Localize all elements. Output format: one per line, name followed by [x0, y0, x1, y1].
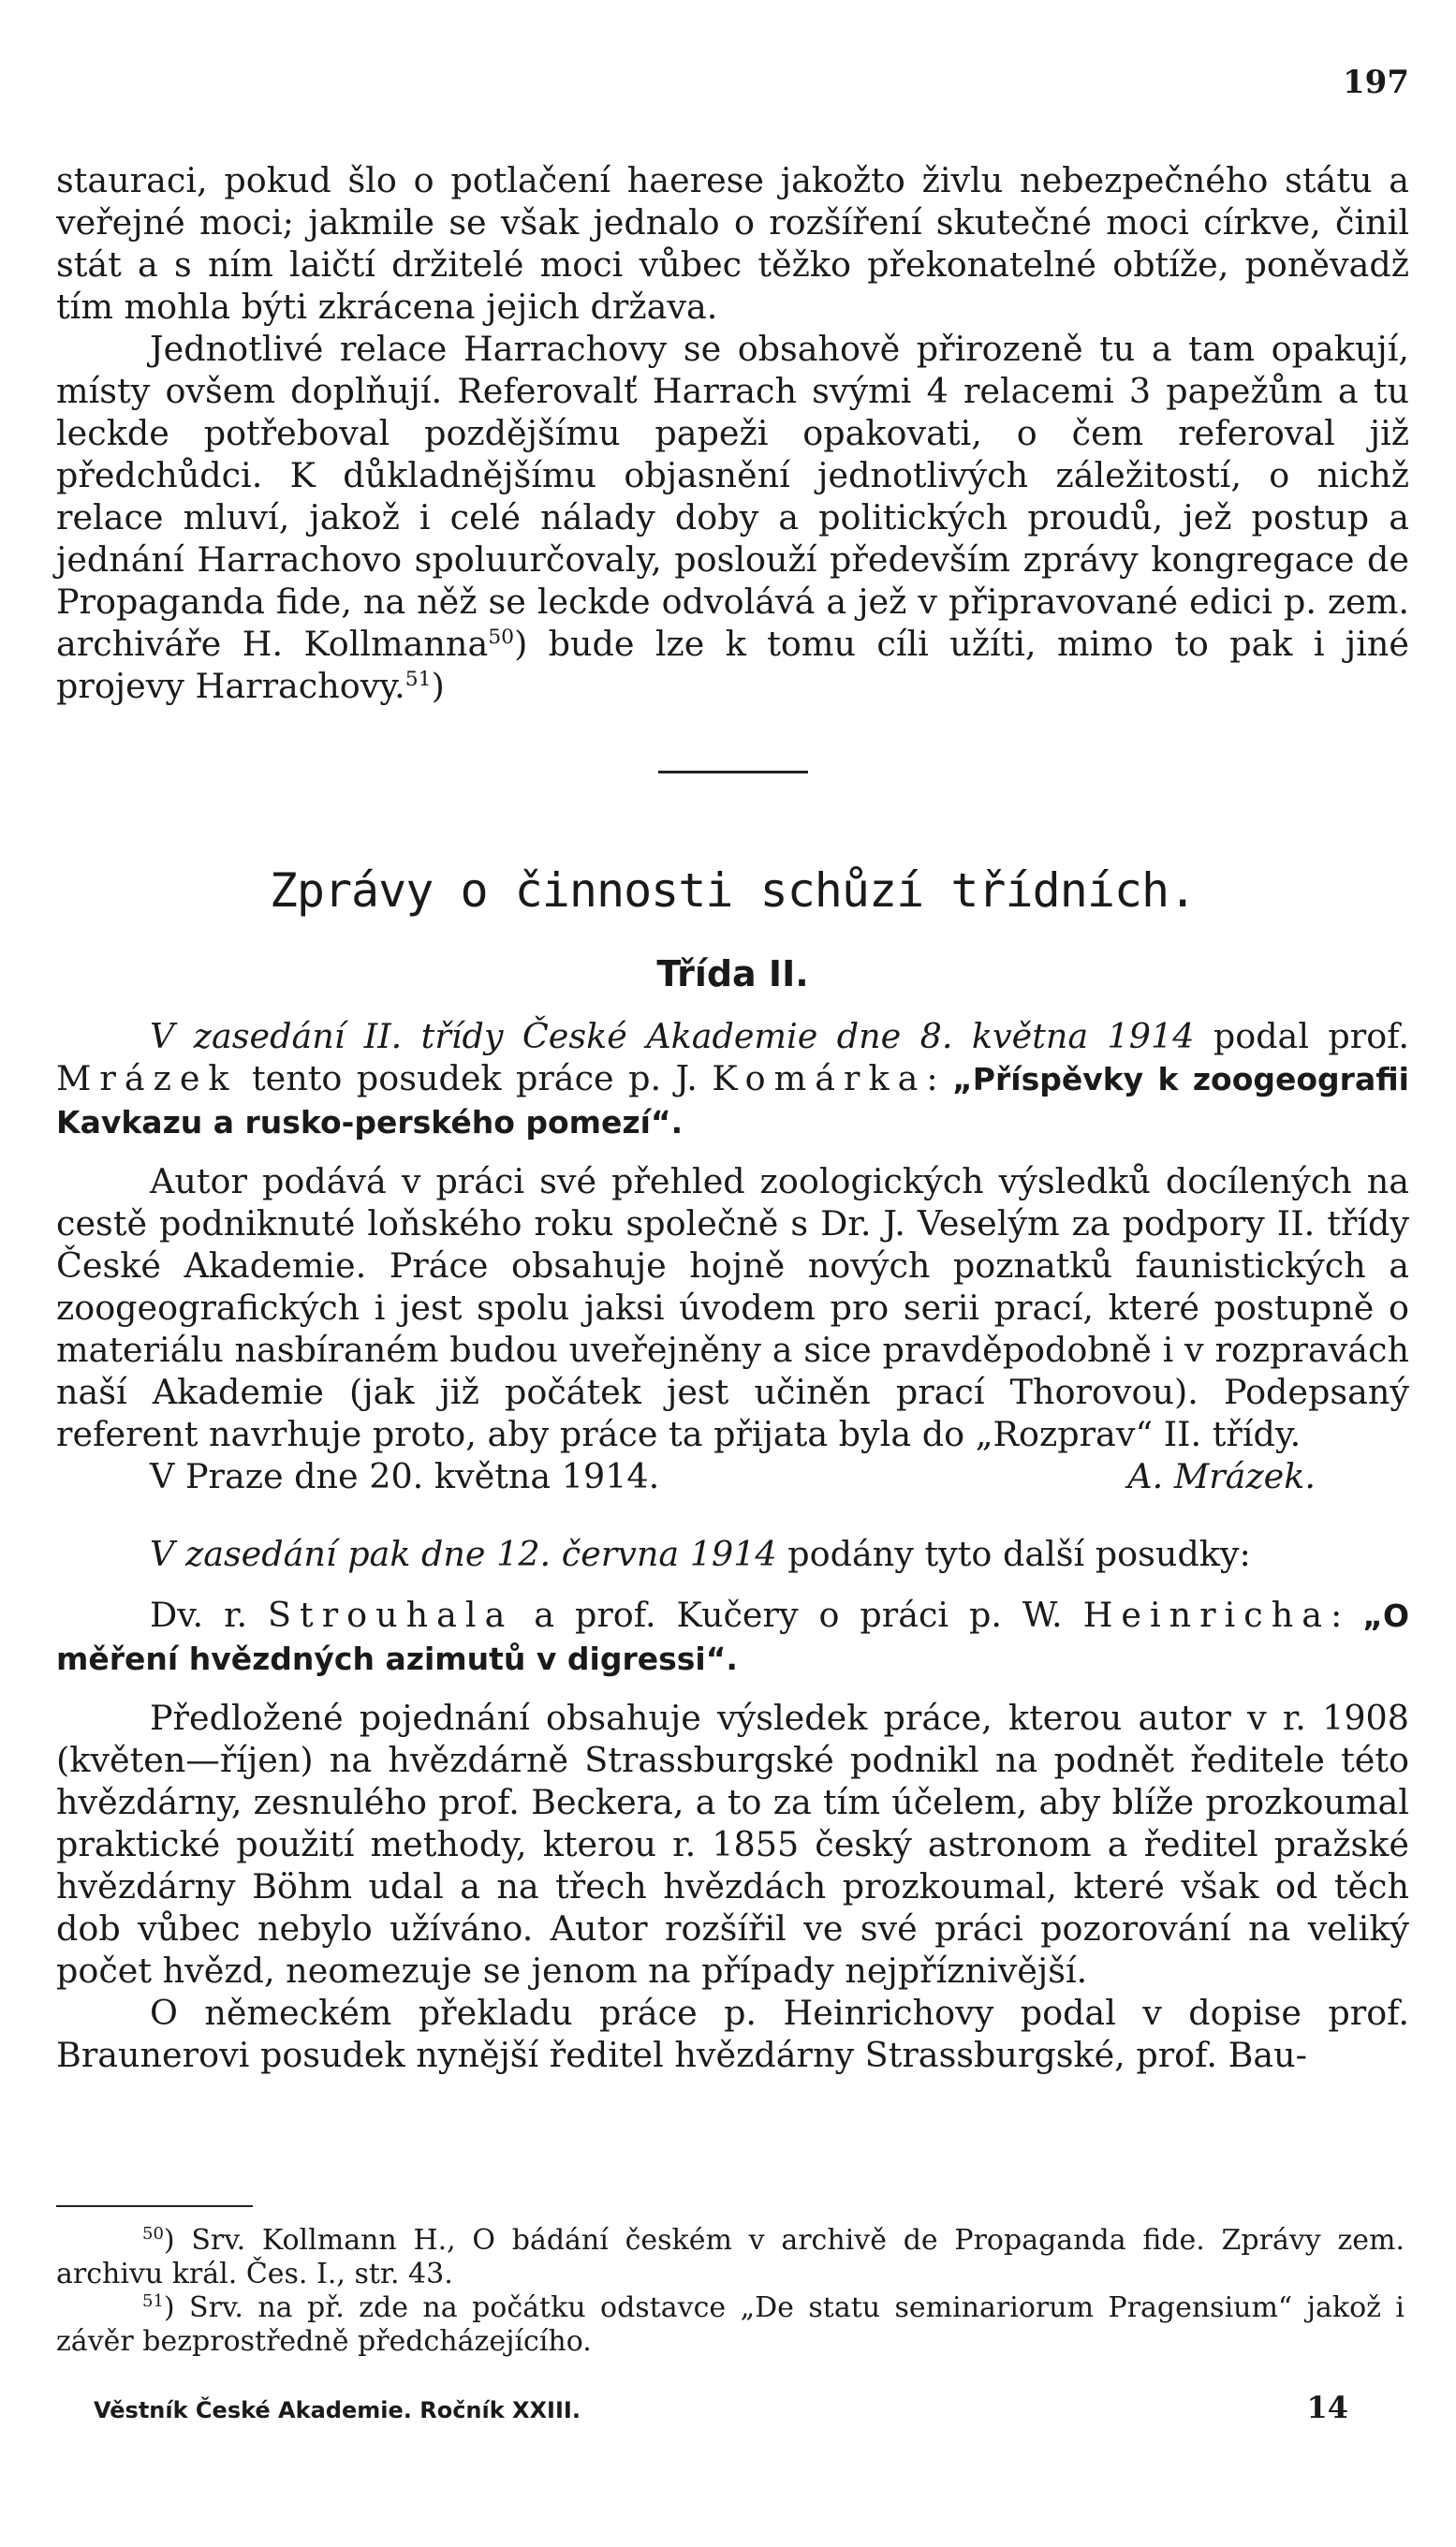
- report1-signature-line: [56, 1455, 1409, 1497]
- intro-p2-text-b: ) bude lze k tomu cíli užíti, mimo to pak i jiné projevy Harrachovy.: [56, 624, 1409, 706]
- report1-intro-text-2: tento posudek práce p. J.: [237, 1058, 713, 1098]
- footnote-50: [56, 2224, 1405, 2291]
- session2-text: podány tyto další posudky:: [776, 1534, 1251, 1574]
- report2-author: Heinricha: [1082, 1595, 1331, 1635]
- report1-place-date: V Praze dne 20. května 1914.: [150, 1456, 660, 1496]
- report1-author: Komárka: [712, 1058, 927, 1098]
- report2-reviewer: Strouhala: [268, 1595, 514, 1635]
- report2-mid: a prof. Kučery o práci p. W.: [513, 1595, 1083, 1635]
- journal-name: Věstník České Akademie. Ročník XXIII.: [94, 2397, 581, 2423]
- page-body: [56, 56, 1409, 2076]
- page-number: 197: [1343, 64, 1409, 101]
- report2-work-title: „O měření hvězdných azimutů v digressi“.: [56, 1597, 1410, 1677]
- report1-intro-text: podal prof.: [1194, 1016, 1409, 1056]
- page-footer: [56, 2390, 1405, 2425]
- intro-paragraph-2: [56, 328, 1409, 707]
- class-heading: Třída II.: [656, 953, 809, 994]
- section-divider: [658, 771, 808, 773]
- report2-intro: [56, 1594, 1409, 1680]
- signature-mark: 14: [1306, 2390, 1348, 2425]
- footnote-ref-51: 51: [404, 667, 432, 691]
- footnote-50-text: ) Srv. Kollmann H., O bádání českém v archivě de Propaganda fide. Zprávy zem. archivu král. Čes. I., str. 43.: [56, 2224, 1405, 2290]
- footnote-50-number: 50: [142, 2224, 164, 2244]
- report2-colon: :: [1331, 1595, 1343, 1635]
- footnote-51-text: ) Srv. na př. zde na počátku odstavce „De statu seminariorum Pragensium“ jakož i závěr bezprostředně předcházejícího.: [56, 2291, 1405, 2358]
- session2-date: V zasedání pak dne 12. června 1914: [150, 1534, 777, 1574]
- report1-session: V zasedání II. třídy České Akademie dne 8. května 1914: [150, 1016, 1195, 1056]
- footnote-rule: [56, 2205, 253, 2207]
- intro-p2-text-a: Jednotlivé relace Harrachovy se obsahově přirozeně tu a tam opakují, místy ovšem doplňují. Referovalť Harrach svými 4 relacemi 3 papežům a tu leckde potřeboval pozdějšímu papeži opakovati, o čem referoval již předchůdci. K důkladnějšímu objasnění jednotlivých záležitostí, o nichž relace mluví, jakož i celé nálady doby a politických proudů, jež postup a jednání Harrachovo spoluurčovaly, poslouží především zprávy kongregace de Propaganda fide, na něž se leckde odvolává a jež v připravované edici p. zem. archiváře H. Kollmanna: [56, 329, 1409, 664]
- report2-body-2: O německém překladu práce p. Heinrichovy podal v dopise prof. Braunerovi posudek nynější ředitel hvězdárny Strassburgské, prof. Bau-: [56, 1993, 1409, 2075]
- footnote-51-number: 51: [142, 2291, 164, 2311]
- intro-p2-text-c: ): [431, 666, 445, 706]
- intro-paragraph-1: stauraci, pokud šlo o potlačení haerese jakožto živlu nebezpečného státu a veřejné moci; jakmile se však jednalo o rozšíření skutečné moci církve, činil stát a s ním laičtí držitelé moci vůbec těžko překonatelné obtíže, poněvadž tím mohla býti zkrácena jejich država.: [56, 160, 1409, 327]
- report1-intro-colon: :: [926, 1058, 953, 1098]
- report2-pre: Dv. r.: [150, 1595, 269, 1635]
- section-title: Zprávy o činnosti schůzí třídních.: [269, 863, 1197, 918]
- report2-body-1: Předložené pojednání obsahuje výsledek práce, kterou autor v r. 1908 (květen—říjen) na hvězdárně Strassburgské podnikl na podnět ředitele této hvězdárny, zesnulého prof. Beckera, a to za tím účelem, aby blíže prozkoumal praktické použití methody, kterou r. 1855 český astronom a ředitel pražské hvězdárny Böhm udal a na třech hvězdách prozkoumal, které však od těch dob vůbec nebylo užíváno. Autor rozšířil ve své práci pozorování na veliký počet hvězd, neomezuje se jenom na případy nejpříznivější.: [56, 1698, 1409, 1991]
- footnote-51: [56, 2291, 1405, 2359]
- report1-body: Autor podává v práci své přehled zoologických výsledků docílených na cestě podniknuté loňského roku společně s Dr. J. Veselým za podpory II. třídy České Akademie. Práce obsahuje hojně nových poznatků faunistických a zoogeografických i jest spolu jaksi úvodem pro serii prací, které postupně o materiálu nasbíraném budou uveřejněny a sice pravděpodobně i v rozpravách naší Akademie (jak již počátek jest učiněn prací Thorovou). Podepsaný referent navrhuje proto, aby práce ta přijata byla do „Rozprav“ II. třídy.: [56, 1161, 1409, 1454]
- report1-work-title: „Příspěvky k zoogeografii Kavkazu a rusko-perského pomezí“.: [56, 1061, 1409, 1141]
- session2-intro: [56, 1533, 1409, 1575]
- report1-intro: [56, 1015, 1409, 1143]
- report1-reviewer: Mrázek: [56, 1058, 238, 1098]
- report1-signature: A. Mrázek.: [1127, 1456, 1316, 1496]
- footnote-ref-50: 50: [488, 625, 515, 649]
- footnotes: [56, 2224, 1405, 2359]
